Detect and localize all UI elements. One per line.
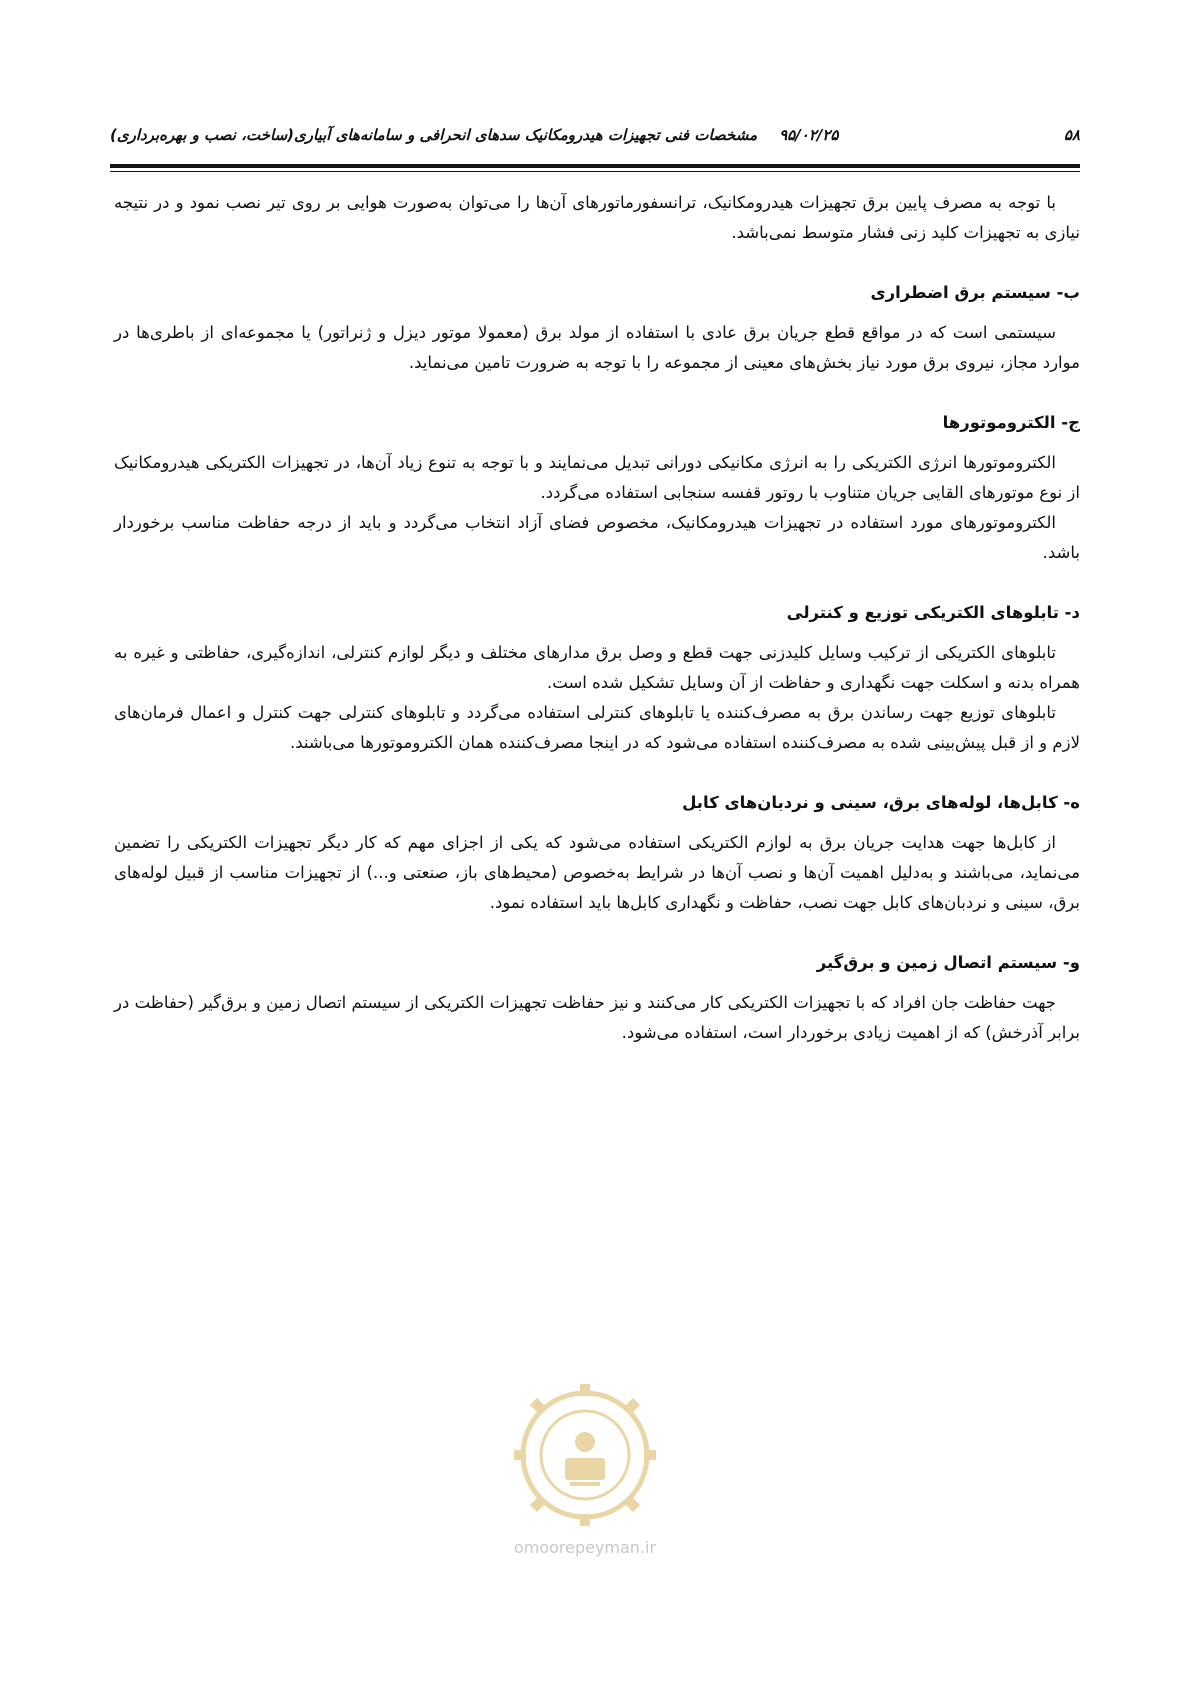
section-heading-h: ه- کابل‌ها، لوله‌های برق، سینی و نردبان‌های کابل [682, 793, 1080, 812]
paragraph-h-1: از کابل‌ها جهت هدایت جریان برق به لوازم الکتریکی استفاده می‌شود که یکی از اجزای مهم که کار دیگر تجهیزات الکتریکی را تضمین می‌نماید، می‌باشند و به‌دلیل اهمیت آن‌ها و نصب آن‌ها در شرایط به‌خصوص (محیط‌های باز، صنعتی و...) از تجهیزات مناسب از قبیل لوله‌های برق، سینی و نردبان‌های کابل جهت نصب، حفاظت و نگهداری کابل‌ها باید استفاده نمود. [114, 833, 1080, 912]
paragraph-d-2: تابلوهای توزیع جهت رساندن برق به مصرف‌کننده یا تابلوهای کنترلی استفاده می‌گردد و تابلوهای کنترلی جهت کنترل و اعمال فرمان‌های لازم و از قبل پیش‌بینی شده به مصرف‌کننده استفاده می‌شود که در اینجا مصرف‌کننده همان الکتروموتورها می‌باشند. [114, 703, 1080, 752]
header-date: ۹۵/۰۲/۲۵ [779, 126, 839, 144]
running-head [110, 126, 838, 144]
section-heading-v: و- سیستم اتصال زمین و برق‌گیر [816, 953, 1080, 972]
page-number: ۵۸ [1063, 126, 1080, 144]
paragraph-j-1: الکتروموتورها انرژی الکتریکی را به انرژی مکانیکی دورانی تبدیل می‌نمایند و با توجه به تنوع زیاد آن‌ها، در تجهیزات الکتریکی هیدرومکانیک از نوع موتورهای القایی جریان متناوب با روتور قفسه سنجابی استفاده می‌گردد. [114, 453, 1080, 502]
paragraph-b-1: سیستمی است که در مواقع قطع جریان برق عادی با استفاده از مولد برق (معمولا موتور دیزل و ژنراتور) یا مجموعه‌ای از باطری‌ها در موارد مجاز، نیروی برق مورد نیاز بخش‌های معینی از مجموعه را با توجه به ضرورت تامین می‌نماید. [114, 323, 1080, 372]
paragraph-j-2: الکتروموتورهای مورد استفاده در تجهیزات هیدرومکانیک، مخصوص فضای آزاد انتخاب می‌گردد و باید از درجه حفاظت مناسب برخوردار باشد. [114, 513, 1080, 562]
header-rule-thick [110, 164, 1080, 168]
section-heading-b: ب- سیستم برق اضطراری [870, 283, 1080, 302]
header-rule-thin [110, 171, 1080, 172]
document-body [114, 188, 1080, 1048]
gear-seal-logo-icon [510, 1380, 660, 1530]
watermark-site: omoorepeyman.ir [513, 1538, 657, 1557]
page-header [110, 126, 1080, 150]
watermark [470, 1380, 700, 1557]
section-heading-d: د- تابلوهای الکتریکی توزیع و کنترلی [786, 603, 1080, 622]
header-title: مشخصات فنی تجهیزات هیدرومکانیک سدهای انحرافی و سامانه‌های آبیاری(ساخت، نصب و بهره‌برداری) [110, 126, 758, 144]
paragraph-d-1: تابلوهای الکتریکی از ترکیب وسایل کلیدزنی جهت قطع و وصل برق مدارهای مختلف و دیگر لوازم کنترلی، اندازه‌گیری، حفاظتی و غیره به همراه بدنه و اسکلت جهت نگهداری و حفاظت از آن وسایل تشکیل شده است. [114, 643, 1080, 692]
intro-paragraph: با توجه به مصرف پایین برق تجهیزات هیدرومکانیک، ترانسفورماتورهای آن‌ها را می‌توان به‌صورت هوایی بر روی تیر نصب نمود و در نتیجه نیازی به تجهیزات کلید زنی فشار متوسط نمی‌باشد. [114, 193, 1080, 242]
paragraph-v-1: جهت حفاظت جان افراد که با تجهیزات الکتریکی کار می‌کنند و نیز حفاظت تجهیزات الکتریکی از سیستم اتصال زمین و برق‌گیر (حفاظت در برابر آذرخش) که از اهمیت زیادی برخوردار است، استفاده می‌شود. [114, 993, 1080, 1042]
section-heading-j: ج- الکتروموتورها [942, 413, 1080, 432]
